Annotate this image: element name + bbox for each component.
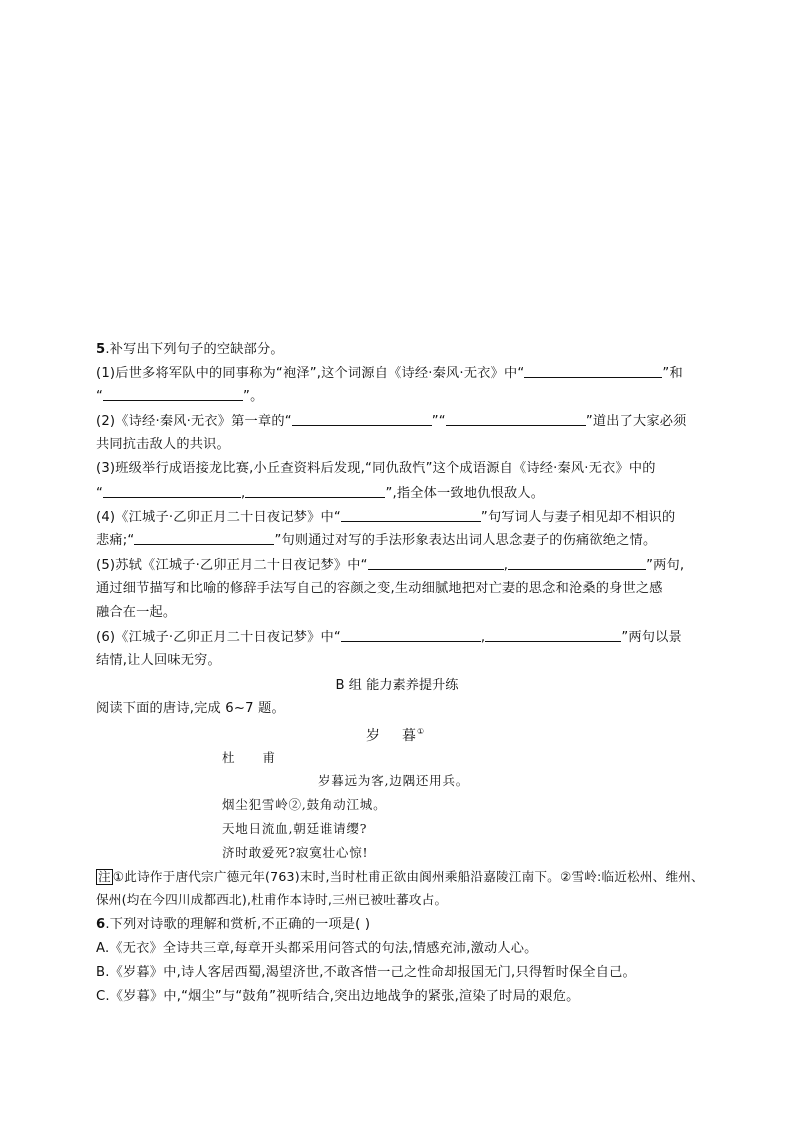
answer-blank[interactable]: [508, 556, 646, 570]
q5-item2-text-a: (2)《诗经·秦风·无衣》第一章的“: [96, 414, 292, 429]
answer-blank[interactable]: [245, 484, 385, 498]
poem-title: [366, 723, 424, 745]
poem-note-line2: 保州(均在今四川成都西北),杜甫作本诗时,三州已被吐蕃攻占。: [96, 892, 448, 907]
q5-item5-line3: 融合在一起。: [96, 605, 177, 620]
poem-line-1: 岁暮远为客,边隅还用兵。: [318, 773, 470, 788]
q5-item1-line1: [96, 364, 683, 383]
answer-blank[interactable]: [341, 628, 481, 642]
poem-note-line1: [96, 868, 704, 886]
q5-item2-text-b: ”“: [431, 414, 446, 429]
q5-item2-line2: 共同抗击敌人的共识。: [96, 437, 230, 452]
answer-blank[interactable]: [368, 556, 504, 570]
q5-title: [96, 341, 284, 359]
q5-item3-line2: [96, 484, 544, 503]
q6-title: [96, 916, 370, 934]
q5-item6-line2: 结情,让人回味无穷。: [96, 653, 221, 668]
q5-item3-text-b: “: [96, 486, 104, 501]
q5-item3-line1: (3)班级举行成语接龙比赛,小丘查资料后发现,“同仇敌忾”这个成语源自《诗经·秦风·无衣》中的: [96, 461, 656, 476]
q5-item2-line1: [96, 412, 687, 431]
q5-item6-text-a: (6)《江城子·乙卯正月二十日夜记梦》中“: [96, 630, 341, 645]
poem-title-char1: 岁: [366, 728, 380, 744]
answer-blank[interactable]: [446, 412, 586, 426]
q5-item5-line1: [96, 556, 684, 575]
q5-item1-text-a: (1)后世多将军队中的同事称为“袍泽”,这个词源自《诗经·秦风·无衣》中“: [96, 366, 525, 381]
answer-blank[interactable]: [341, 508, 481, 522]
q5-number: 5: [96, 342, 106, 357]
q5-item1-text-c: “: [96, 389, 104, 404]
poem-title-footnote-mark: ①: [417, 727, 425, 736]
poem-line-3: 天地日流血,朝廷谁请缨?: [222, 821, 368, 836]
q5-item1-line2: [96, 387, 263, 406]
q5-item4-text-b: ”句写词人与妻子相见却不相识的: [480, 510, 676, 525]
q5-item4-line2: [96, 531, 656, 550]
q5-item5-text-b: ,: [503, 558, 509, 573]
q5-item3-text-c: ,: [241, 486, 246, 501]
poem-line-4: 济时敢爱死?寂寞壮心惊!: [222, 845, 369, 860]
q6-option-a[interactable]: A.《无衣》全诗共三章,每章开头都采用问答式的句法,情感充沛,激动人心。: [96, 941, 538, 956]
q5-item5-text-a: (5)苏轼《江城子·乙卯正月二十日夜记梦》中“: [96, 558, 368, 573]
q5-item3-text-d: ”,指全体一致地仇恨敌人。: [385, 486, 545, 501]
q6-number: 6: [96, 917, 106, 932]
q5-item4-text-c: 悲痛;“: [96, 533, 135, 548]
note-marker: 注: [98, 869, 111, 884]
q6-option-b[interactable]: B.《岁暮》中,诗人客居西蜀,渴望济世,不敢吝惜一己之性命却报国无门,只得暂时保全自己。: [96, 965, 636, 980]
answer-blank[interactable]: [524, 364, 662, 378]
section-b-heading: B 组 能力素养提升练: [335, 678, 459, 693]
reading-instruction: 阅读下面的唐诗,完成 6~7 题。: [96, 701, 285, 716]
answer-blank[interactable]: [134, 531, 274, 545]
poem-line-2: 烟尘犯雪岭②,鼓角动江城。: [222, 797, 387, 812]
q5-item2-text-c: ”道出了大家必须: [585, 414, 687, 429]
q5-item6-text-c: ”两句以景: [621, 630, 682, 645]
q5-item6-line1: [96, 628, 682, 647]
q5-item4-text-a: (4)《江城子·乙卯正月二十日夜记梦》中“: [96, 510, 341, 525]
q5-item6-text-b: ,: [480, 630, 486, 645]
q5-item5-line2: 通过细节描写和比喻的修辞手法写自己的容颜之变,生动细腻地把对亡妻的思念和沧桑的身世之感: [96, 581, 663, 596]
q5-item1-text-d: ”。: [243, 389, 264, 404]
poem-author: 杜 甫: [222, 750, 287, 765]
note-text-1: ①此诗作于唐代宗广德元年(763)末时,当时杜甫正欲由阆州乘船沿嘉陵江南下。②雪岭:临近松州、维州、: [112, 869, 704, 884]
poem-title-char2: 暮: [402, 728, 416, 744]
q5-item1-text-b: ”和: [662, 366, 683, 381]
q5-item4-line1: [96, 508, 675, 527]
q5-title-text: .补写出下列句子的空缺部分。: [105, 342, 284, 357]
answer-blank[interactable]: [103, 484, 241, 498]
q6-option-c[interactable]: C.《岁暮》中,“烟尘”与“鼓角”视听结合,突出边地战争的紧张,渲染了时局的艰危。: [96, 989, 580, 1004]
answer-blank[interactable]: [485, 628, 621, 642]
q6-title-text: .下列对诗歌的理解和赏析,不正确的一项是( ): [105, 917, 371, 932]
answer-blank[interactable]: [103, 387, 243, 401]
q5-item5-text-c: ”两句,: [646, 558, 685, 573]
q5-item4-text-d: ”句则通过对写的手法形象表达出词人思念妻子的伤痛欲绝之情。: [274, 533, 657, 548]
answer-blank[interactable]: [292, 412, 432, 426]
